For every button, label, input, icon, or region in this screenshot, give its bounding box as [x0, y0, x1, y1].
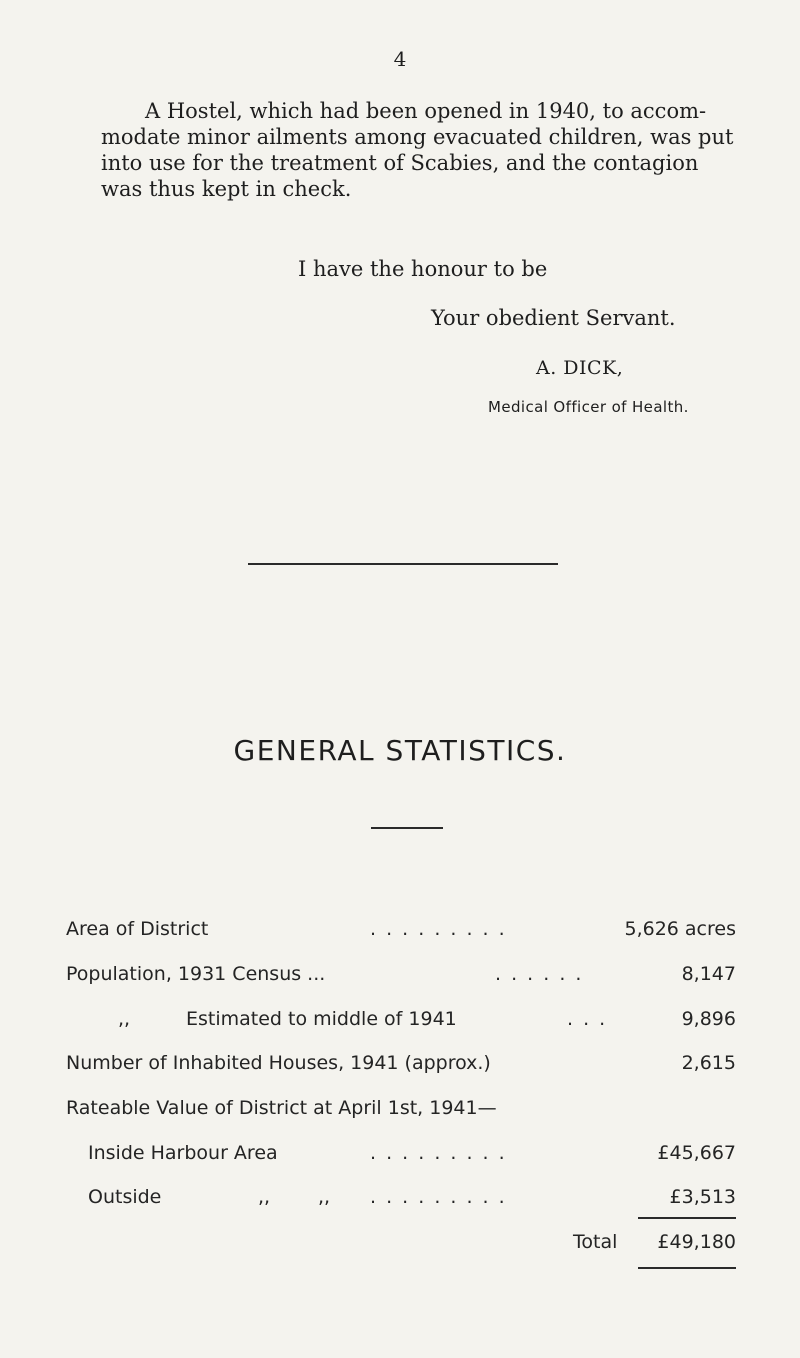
leader-dots: . . . . . . . . .	[370, 918, 507, 940]
paragraph-line: A Hostel, which had been opened in 1940, to accom-	[145, 99, 707, 123]
stat-value-outside: £3,513	[669, 1186, 736, 1208]
ditto-mark: ,,	[118, 1008, 131, 1030]
paragraph-line: into use for the treatment of Scabies, and the contagion	[101, 151, 699, 175]
title-underline	[371, 827, 443, 829]
stat-label-population: Population, 1931 Census ...	[66, 963, 326, 985]
total-rule-bottom	[638, 1267, 736, 1269]
signature-name: A. DICK,	[536, 357, 624, 379]
stat-label-total: Total	[573, 1231, 618, 1253]
leader-dots: . . . . . .	[495, 963, 584, 985]
stat-value-total: £49,180	[657, 1231, 736, 1253]
paragraph-line: was thus kept in check.	[101, 177, 352, 201]
ditto-mark: ,,	[318, 1186, 331, 1208]
stat-value-estimated: 9,896	[681, 1008, 736, 1030]
section-title: GENERAL STATISTICS.	[233, 734, 567, 767]
ditto-mark: ,,	[258, 1186, 271, 1208]
page-number: 4	[393, 47, 407, 71]
section-divider	[248, 563, 558, 565]
stat-label-estimated: Estimated to middle of 1941	[186, 1008, 457, 1030]
leader-dots: . . .	[567, 1008, 608, 1030]
stat-label-rateable: Rateable Value of District at April 1st, 1941—	[66, 1097, 497, 1119]
stat-label-inside: Inside Harbour Area	[88, 1142, 278, 1164]
closing-honour-line: I have the honour to be	[298, 257, 548, 281]
stat-value-houses: 2,615	[681, 1052, 736, 1074]
stat-label-houses: Number of Inhabited Houses, 1941 (approx.)	[66, 1052, 491, 1074]
paragraph-line: modate minor ailments among evacuated children, was put	[101, 125, 734, 149]
signature-title: Medical Officer of Health.	[488, 398, 689, 416]
hostel-paragraph	[101, 98, 761, 202]
stat-value-inside: £45,667	[657, 1142, 736, 1164]
closing-servant-line: Your obedient Servant.	[431, 306, 676, 330]
leader-dots: . . . . . . . . .	[370, 1142, 507, 1164]
stat-value-population: 8,147	[681, 963, 736, 985]
stat-label-outside: Outside	[88, 1186, 162, 1208]
stat-value-area: 5,626 acres	[624, 918, 736, 940]
stat-label-area: Area of District	[66, 918, 209, 940]
leader-dots: . . . . . . . . .	[370, 1186, 507, 1208]
total-rule-top	[638, 1217, 736, 1219]
